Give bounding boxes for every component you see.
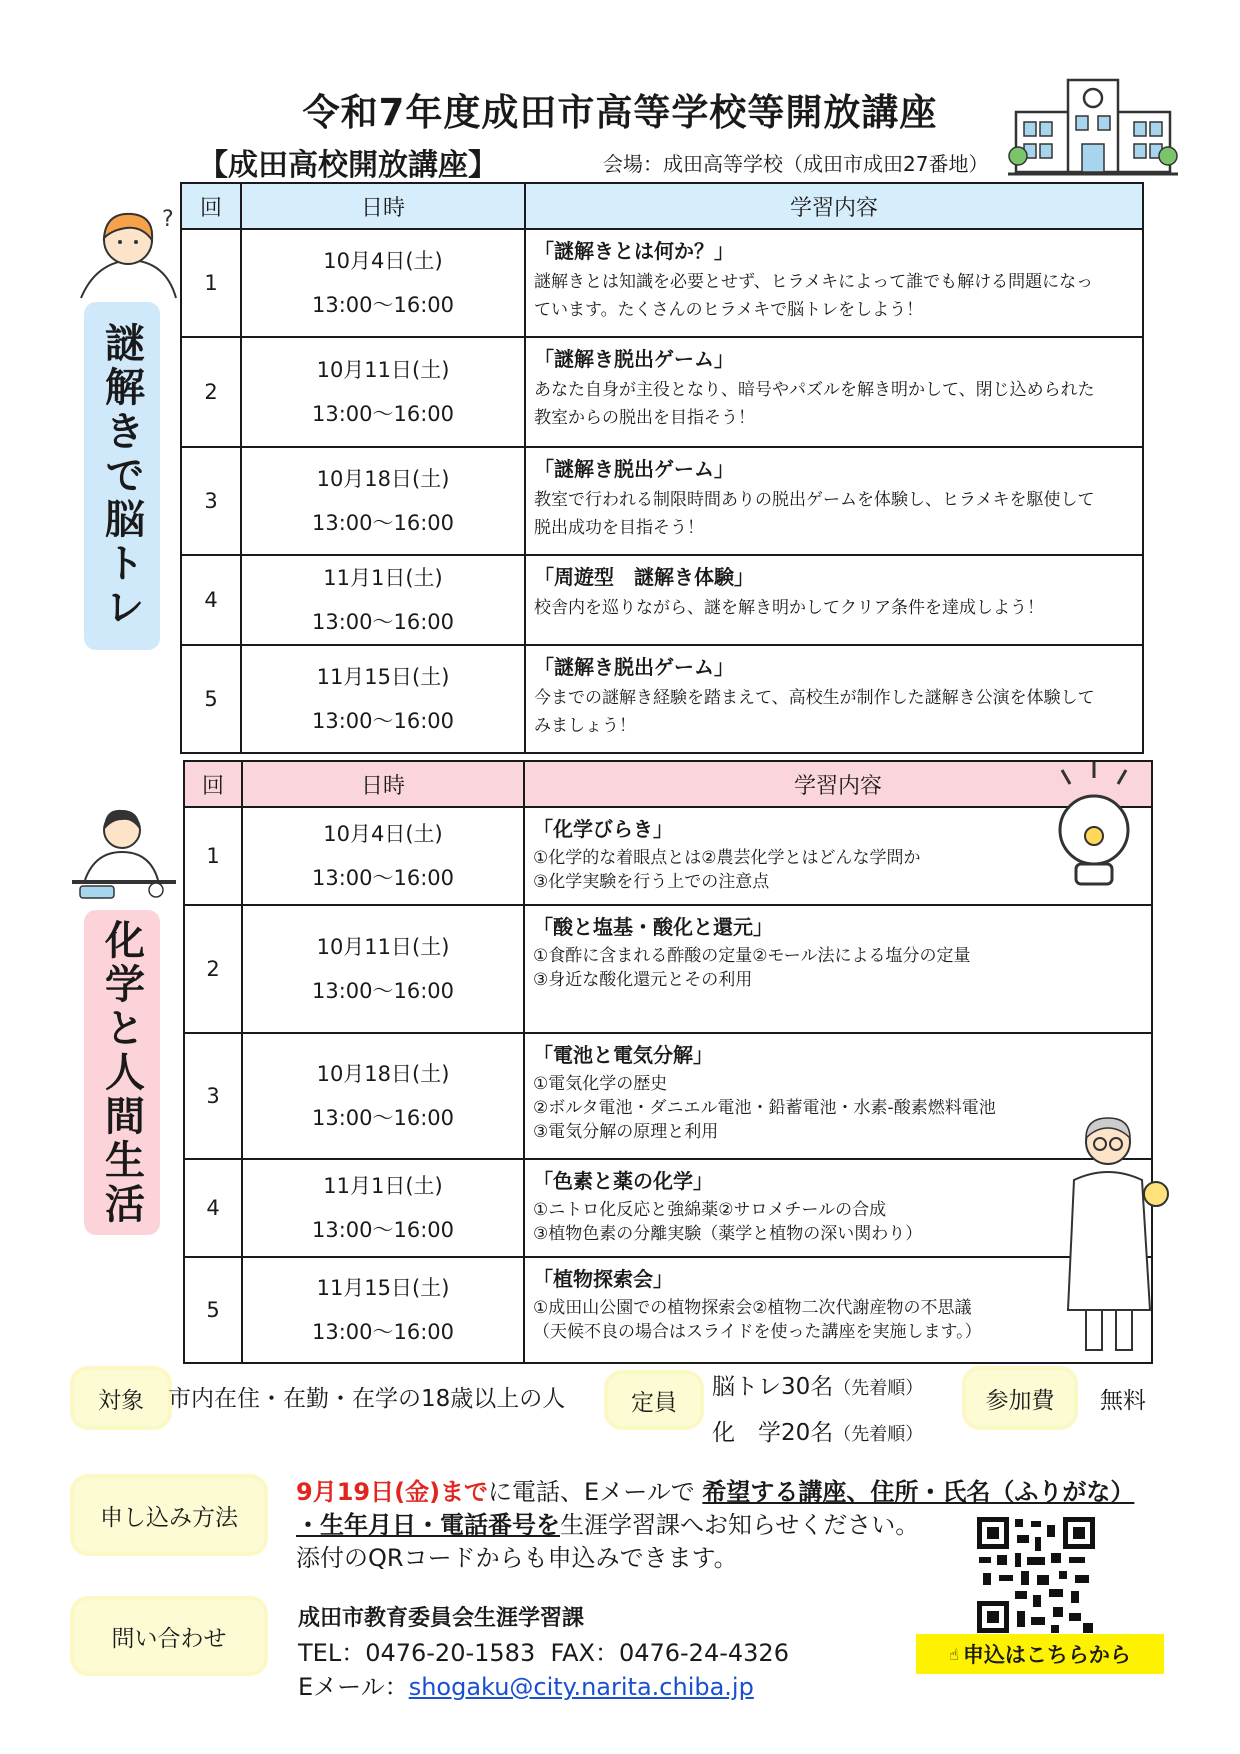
section2-label: 化学と人間生活	[84, 910, 160, 1235]
subtitle: 【成田高校開放講座】	[198, 148, 498, 183]
schedule-table-chemistry	[183, 760, 1153, 1364]
col-content-header: 学習内容	[524, 761, 1152, 807]
pointing-hand-icon: ☝	[949, 1644, 959, 1664]
light-bulb-icon	[1050, 760, 1140, 900]
apply-text: 9月19日(金)までに電話、Eメールで 希望する講座、住所・氏名（ふりがな） ・生年月日・電話番号を生涯学習課へお知らせください。 添付のQRコードからも申込みできます。	[296, 1478, 1135, 1572]
professor-icon	[1060, 1110, 1170, 1360]
scientist-woman-icon	[70, 800, 180, 900]
table-row: 5 11月15日(土) 13:00～16:00 「謎解き脱出ゲーム」 今までの謎解き経験を踏まえて、高校生が制作した謎解き公演を体験して みましょう！	[181, 645, 1143, 753]
section1-label: 謎解きで脳トレ	[84, 302, 160, 650]
capacity2-note: （先着順）	[833, 1424, 924, 1445]
fee-text: 無料	[1100, 1388, 1146, 1414]
table-row: 2 10月11日(土) 13:00～16:00 「謎解き脱出ゲーム」 あなた自身が主役となり、暗号やパズルを解き明かして、閉じ込められた 教室からの脱出を目指そう！	[181, 337, 1143, 447]
capacity2: 化 学20名	[712, 1420, 834, 1446]
svg-text:?: ?	[162, 207, 174, 232]
target-label: 対象	[74, 1370, 168, 1426]
qr-code-icon[interactable]	[975, 1515, 1097, 1635]
col-num-header: 回	[181, 183, 241, 229]
fee-label: 参加費	[966, 1370, 1074, 1426]
table-row: 3 10月18日(土) 13:00～16:00 「電池と電気分解」 ①電気化学の歴史 ②ボルタ電池・ダニエル電池・鉛蓄電池・水素-酸素燃料電池 ③電気分解の原理と利用	[184, 1033, 1152, 1159]
email-link[interactable]: shogaku@city.narita.chiba.jp	[408, 1673, 754, 1701]
table-row: 3 10月18日(土) 13:00～16:00 「謎解き脱出ゲーム」 教室で行われる制限時間ありの脱出ゲームを体験し、ヒラメキを駆使して 脱出成功を目指そう！	[181, 447, 1143, 555]
table-row: 4 11月1日(土) 13:00～16:00 「色素と薬の化学」 ①ニトロ化反応と強綿薬②サロメチールの合成 ③植物色素の分離実験（薬学と植物の深い関わり）	[184, 1159, 1152, 1257]
col-num-header: 回	[184, 761, 242, 807]
contact-block: 成田市教育委員会生涯学習課 TEL：0476-20-1583 FAX：0476-24-4326 Eメール：shogaku@city.narita.chiba.jp	[298, 1606, 789, 1701]
target-text: 市内在住・在勤・在学の18歳以上の人	[168, 1386, 566, 1412]
table-row: 4 11月1日(土) 13:00～16:00 「周遊型 謎解き体験」 校舎内を巡りながら、謎を解き明かしてクリア条件を達成しよう！	[181, 555, 1143, 645]
table-row: 1 10月4日(土) 13:00～16:00 「謎解きとは何か？」 謎解きとは知識を必要とせず、ヒラメキによって誰でも解ける問題になっ ています。たくさんのヒラメキで脳トレをしよう！	[181, 229, 1143, 337]
table-row: 2 10月11日(土) 13:00～16:00 「酸と塩基・酸化と還元」 ①食酢に含まれる酢酸の定量②モール法による塩分の定量 ③身近な酸化還元とその利用	[184, 905, 1152, 1033]
apply-qr-button[interactable]: ☝ 申込はこちらから	[916, 1634, 1164, 1674]
col-date-header: 日時	[241, 183, 525, 229]
table-row: 5 11月15日(土) 13:00～16:00 「植物探索会」 ①成田山公園での植物探索会②植物二次代謝産物の不思議 （天候不良の場合はスライドを使った講座を実施します。）	[184, 1257, 1152, 1363]
apply-label: 申し込み方法	[74, 1478, 264, 1552]
table-row: 1 10月4日(土) 13:00～16:00 「化学びらき」 ①化学的な着眼点とは②農芸化学とはどんな学問か ③化学実験を行う上での注意点	[184, 807, 1152, 905]
thinking-person-icon	[76, 200, 186, 300]
page-title: 令和7年度成田市高等学校等開放講座	[302, 91, 938, 134]
school-building-icon	[1008, 72, 1178, 182]
capacity1-note: （先着順）	[833, 1378, 924, 1399]
capacity-label: 定員	[608, 1374, 700, 1426]
contact-label: 問い合わせ	[74, 1600, 264, 1672]
col-content-header: 学習内容	[525, 183, 1143, 229]
venue: 会場：成田高等学校（成田市成田27番地）	[603, 152, 989, 176]
col-date-header: 日時	[242, 761, 524, 807]
capacity1: 脳トレ30名	[712, 1374, 834, 1400]
schedule-table-puzzle	[180, 182, 1144, 754]
